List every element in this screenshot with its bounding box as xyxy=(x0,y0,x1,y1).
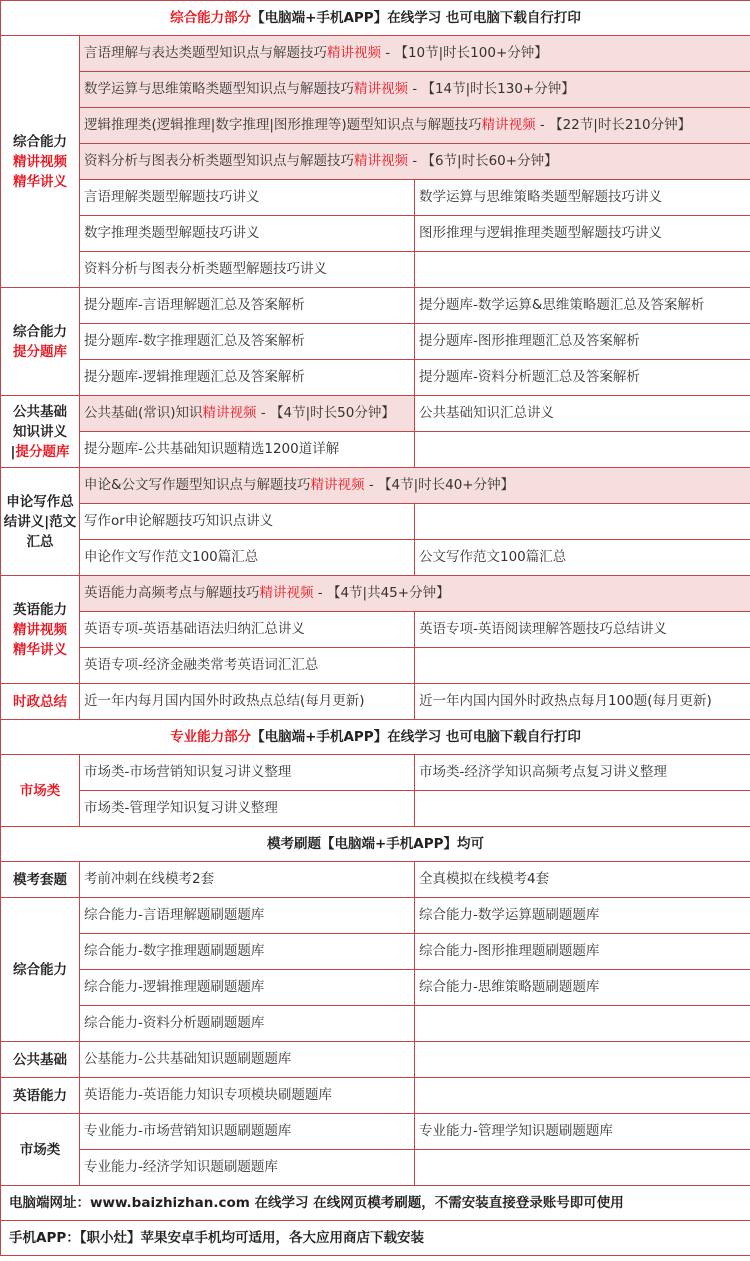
question-bank-link[interactable]: 提分题库-公共基础知识题精选1200道详解 xyxy=(80,432,415,468)
empty-cell xyxy=(415,432,750,468)
empty-cell xyxy=(415,648,750,684)
empty-cell xyxy=(415,252,750,288)
video-link[interactable]: 公共基础(常识)知识精讲视频 - 【4节|时长50分钟】 xyxy=(80,396,415,432)
drill-bank-link[interactable]: 专业能力-市场营销知识题刷题题库 xyxy=(80,1114,415,1150)
table-row xyxy=(1,72,750,108)
row-label-mock-sets: 模考套题 xyxy=(1,862,80,898)
table-row xyxy=(1,1078,750,1114)
table-row xyxy=(1,540,750,576)
table-row xyxy=(1,432,750,468)
drill-bank-link[interactable]: 英语能力-英语能力知识专项模块刷题题库 xyxy=(80,1078,415,1114)
row-label-public-basics: 公共基础 知识讲义 |提分题库 xyxy=(1,396,80,468)
row-label-writing: 申论写作总结讲义|范文汇总 xyxy=(1,468,80,576)
row-label-current-affairs: 时政总结 xyxy=(1,684,80,720)
section-header-professional xyxy=(1,720,750,755)
mock-exam-link[interactable]: 考前冲刺在线模考2套 xyxy=(80,862,415,898)
table-row xyxy=(1,216,750,252)
video-link[interactable]: 资料分析与图表分析类题型知识点与解题技巧精讲视频 - 【6节|时长60+分钟】 xyxy=(80,144,750,180)
row-label-general-video: 综合能力 精讲视频 精华讲义 xyxy=(1,36,80,288)
handout-link[interactable]: 英语专项-英语阅读理解答题技巧总结讲义 xyxy=(415,612,750,648)
drill-bank-link[interactable]: 专业能力-管理学知识题刷题题库 xyxy=(415,1114,750,1150)
question-bank-link[interactable]: 提分题库-数学运算&思维策略题汇总及答案解析 xyxy=(415,288,750,324)
drill-bank-link[interactable]: 综合能力-数字推理题刷题题库 xyxy=(80,934,415,970)
table-row xyxy=(1,1150,750,1186)
footer-app-info: 手机APP：【职小灶】苹果安卓手机均可适用，各大应用商店下载安装 xyxy=(1,1221,750,1256)
handout-link[interactable]: 英语专项-英语基础语法归纳汇总讲义 xyxy=(80,612,415,648)
table-row xyxy=(1,612,750,648)
table-row xyxy=(1,684,750,720)
handout-link[interactable]: 市场类-管理学知识复习讲义整理 xyxy=(80,791,415,827)
table-row xyxy=(1,576,750,612)
table-row xyxy=(1,504,750,540)
drill-bank-link[interactable]: 综合能力-逻辑推理题刷题题库 xyxy=(80,970,415,1006)
handout-link[interactable]: 市场类-市场营销知识复习讲义整理 xyxy=(80,755,415,791)
mock-exam-link[interactable]: 全真模拟在线模考4套 xyxy=(415,862,750,898)
table-row xyxy=(1,396,750,432)
footer-row xyxy=(1,1221,750,1256)
table-row xyxy=(1,288,750,324)
drill-bank-link[interactable]: 综合能力-思维策略题刷题题库 xyxy=(415,970,750,1006)
drill-bank-link[interactable]: 综合能力-数学运算题刷题题库 xyxy=(415,898,750,934)
handout-link[interactable]: 资料分析与图表分析类题型解题技巧讲义 xyxy=(80,252,415,288)
empty-cell xyxy=(415,791,750,827)
table-row xyxy=(1,898,750,934)
row-label-market: 市场类 xyxy=(1,755,80,827)
question-bank-link[interactable]: 提分题库-言语理解题汇总及答案解析 xyxy=(80,288,415,324)
table-row xyxy=(1,36,750,72)
empty-cell xyxy=(415,504,750,540)
handout-link[interactable]: 数字推理类题型解题技巧讲义 xyxy=(80,216,415,252)
section-header-mock xyxy=(1,827,750,862)
section-header-cell: 模考刷题【电脑端+手机APP】均可 xyxy=(1,827,750,862)
video-link[interactable]: 英语能力高频考点与解题技巧精讲视频 - 【4节|共45+分钟】 xyxy=(80,576,750,612)
handout-link[interactable]: 图形推理与逻辑推理类题型解题技巧讲义 xyxy=(415,216,750,252)
video-link[interactable]: 逻辑推理类(逻辑推理|数字推理|图形推理等)题型知识点与解题技巧精讲视频 - 【22节|时长210分钟】 xyxy=(80,108,750,144)
footer-row xyxy=(1,1186,750,1221)
table-row xyxy=(1,108,750,144)
question-bank-link[interactable]: 提分题库-资料分析题汇总及答案解析 xyxy=(415,360,750,396)
table-row xyxy=(1,144,750,180)
drill-bank-link[interactable]: 综合能力-资料分析题刷题题库 xyxy=(80,1006,415,1042)
table-row xyxy=(1,755,750,791)
video-link[interactable]: 言语理解与表达类题型知识点与解题技巧精讲视频 - 【10节|时长100+分钟】 xyxy=(80,36,750,72)
handout-link[interactable]: 公文写作范文100篇汇总 xyxy=(415,540,750,576)
table-row xyxy=(1,360,750,396)
handout-link[interactable]: 近一年内每月国内国外时政热点总结(每月更新) xyxy=(80,684,415,720)
row-label-market-drills: 市场类 xyxy=(1,1114,80,1186)
handout-link[interactable]: 申论作文写作范文100篇汇总 xyxy=(80,540,415,576)
row-label-general-drills: 综合能力 xyxy=(1,898,80,1042)
handout-link[interactable]: 写作or申论解题技巧知识点讲义 xyxy=(80,504,415,540)
empty-cell xyxy=(415,1042,750,1078)
row-label-general-questions: 综合能力 提分题库 xyxy=(1,288,80,396)
handout-link[interactable]: 英语专项-经济金融类常考英语词汇汇总 xyxy=(80,648,415,684)
row-label-english-drills: 英语能力 xyxy=(1,1078,80,1114)
drill-bank-link[interactable]: 综合能力-图形推理题刷题题库 xyxy=(415,934,750,970)
table-row xyxy=(1,1042,750,1078)
video-link[interactable]: 申论&公文写作题型知识点与解题技巧精讲视频 - 【4节|时长40+分钟】 xyxy=(80,468,750,504)
handout-link[interactable]: 近一年内国内国外时政热点每月100题(每月更新) xyxy=(415,684,750,720)
empty-cell xyxy=(415,1150,750,1186)
video-link[interactable]: 数学运算与思维策略类题型知识点与解题技巧精讲视频 - 【14节|时长130+分钟】 xyxy=(80,72,750,108)
section-header-general xyxy=(1,1,750,36)
handout-link[interactable]: 数学运算与思维策略类题型解题技巧讲义 xyxy=(415,180,750,216)
table-row xyxy=(1,468,750,504)
empty-cell xyxy=(415,1078,750,1114)
table-row xyxy=(1,252,750,288)
handout-link[interactable]: 言语理解类题型解题技巧讲义 xyxy=(80,180,415,216)
table-row xyxy=(1,324,750,360)
handout-link[interactable]: 市场类-经济学知识高频考点复习讲义整理 xyxy=(415,755,750,791)
footer-web-url: 电脑端网址：www.baizhizhan.com 在线学习 在线网页模考刷题，不需安装直接登录账号即可使用 xyxy=(1,1186,750,1221)
table-row xyxy=(1,970,750,1006)
table-row xyxy=(1,648,750,684)
table-row xyxy=(1,791,750,827)
row-label-public-drills: 公共基础 xyxy=(1,1042,80,1078)
drill-bank-link[interactable]: 专业能力-经济学知识题刷题题库 xyxy=(80,1150,415,1186)
handout-link[interactable]: 公共基础知识汇总讲义 xyxy=(415,396,750,432)
table-row xyxy=(1,934,750,970)
drill-bank-link[interactable]: 综合能力-言语理解题刷题题库 xyxy=(80,898,415,934)
question-bank-link[interactable]: 提分题库-图形推理题汇总及答案解析 xyxy=(415,324,750,360)
section-header-cell: 综合能力部分【电脑端+手机APP】在线学习 也可电脑下载自行打印 xyxy=(1,1,750,36)
table-row xyxy=(1,180,750,216)
empty-cell xyxy=(415,1006,750,1042)
question-bank-link[interactable]: 提分题库-逻辑推理题汇总及答案解析 xyxy=(80,360,415,396)
drill-bank-link[interactable]: 公基能力-公共基础知识题刷题题库 xyxy=(80,1042,415,1078)
section-header-cell: 专业能力部分【电脑端+手机APP】在线学习 也可电脑下载自行打印 xyxy=(1,720,750,755)
row-label-english: 英语能力 精讲视频 精华讲义 xyxy=(1,576,80,684)
table-row xyxy=(1,1006,750,1042)
question-bank-link[interactable]: 提分题库-数字推理题汇总及答案解析 xyxy=(80,324,415,360)
table-row xyxy=(1,862,750,898)
table-row xyxy=(1,1114,750,1150)
